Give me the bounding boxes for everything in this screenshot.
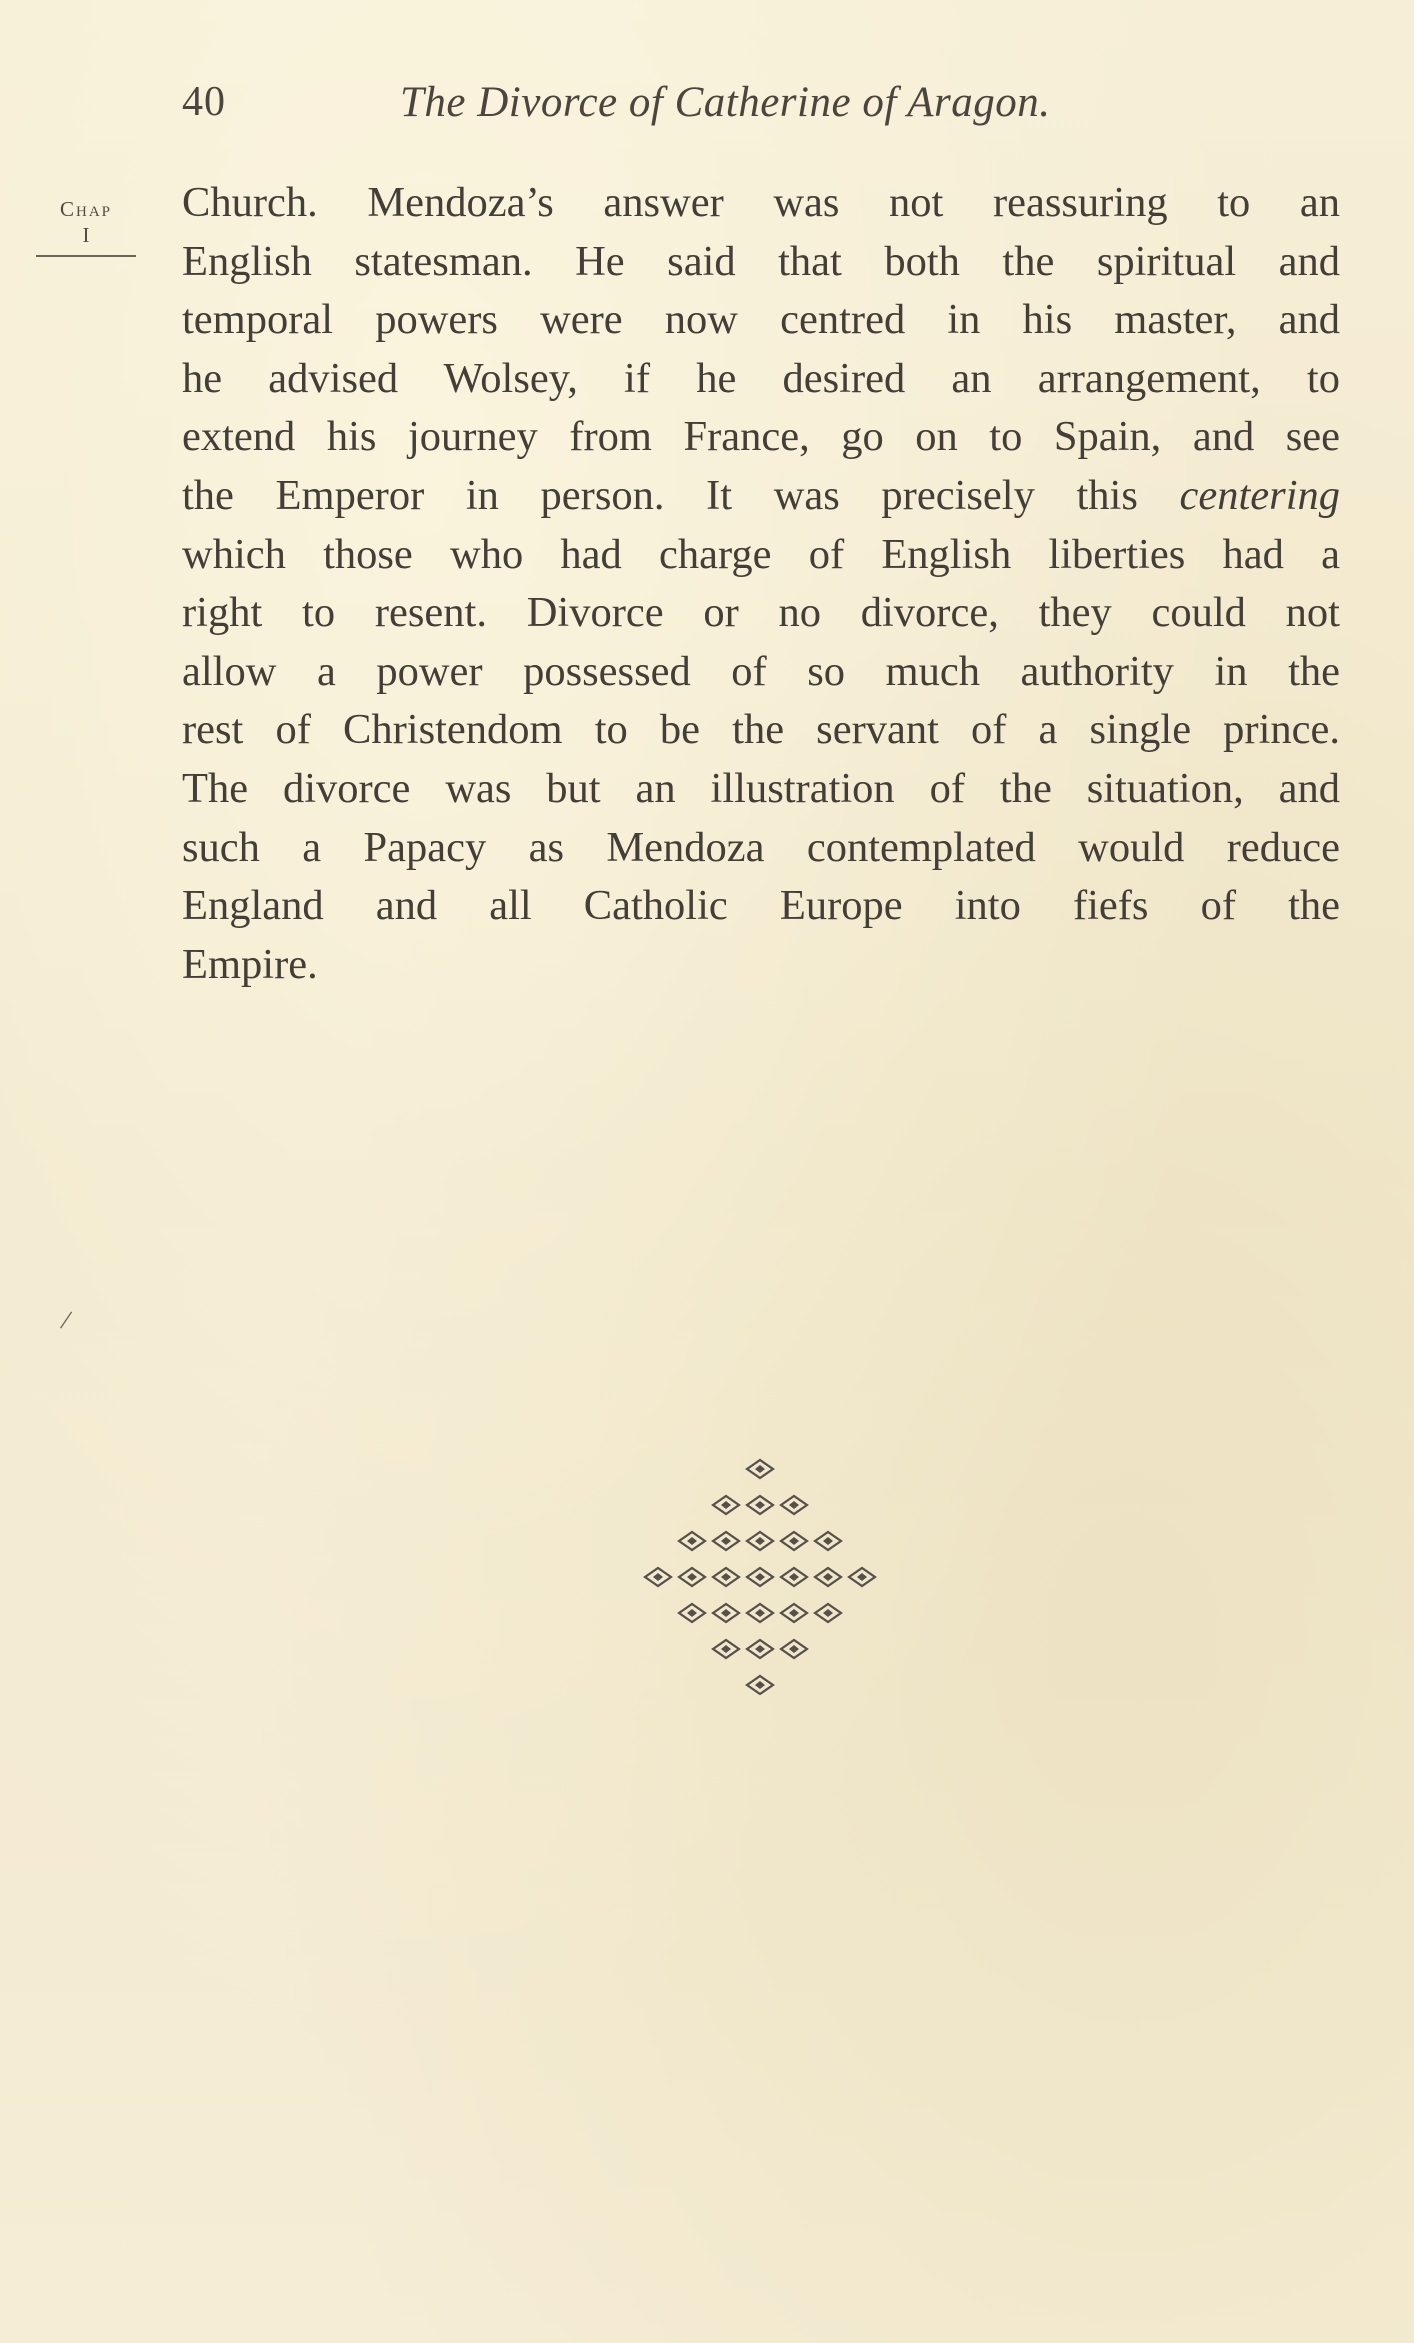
ornament-diamond [781, 1640, 807, 1658]
margin-rule [36, 255, 136, 257]
emphasis-word: centering [1179, 471, 1340, 519]
margin-chapter-number: I [82, 223, 90, 247]
text-line: extend his journey from France, go on to Spain, and see [182, 413, 1340, 461]
ornament-diamond [679, 1532, 705, 1550]
ornament-diamond [781, 1604, 807, 1622]
ornament-diamond [815, 1568, 841, 1586]
ornament-diamond [713, 1532, 739, 1550]
ornament-diamond [713, 1604, 739, 1622]
text-line: temporal powers were now centred in his master, and [182, 296, 1340, 344]
page-header [182, 78, 1342, 138]
ornament-diamond [815, 1532, 841, 1550]
text-line: Empire. [182, 940, 318, 988]
ornament-diamond [679, 1568, 705, 1586]
running-title: The Divorce of Catherine of Aragon. [400, 79, 1051, 126]
ornament-diamond [747, 1532, 773, 1550]
ornament-diamond [713, 1568, 739, 1586]
stray-ink-mark: / [58, 1304, 74, 1337]
text-line: Church. Mendoza’s answer was not reassuring to an [182, 179, 1340, 226]
text-line: rest of Christendom to be the servant of a single prince. [182, 706, 1340, 754]
page-number: 40 [182, 79, 226, 125]
text-line: he advised Wolsey, if he desired an arrangement, to [182, 354, 1340, 402]
text-line: which those who had charge of English liberties had a [182, 530, 1340, 578]
text-line-with-emphasis [182, 467, 1340, 526]
ornament-diamond [747, 1676, 773, 1694]
text-line: right to resent. Divorce or no divorce, they could not [182, 589, 1340, 637]
ornament-diamond [747, 1460, 773, 1478]
text-line: English statesman. He said that both the spiritual and [182, 237, 1340, 285]
ornament-diamond [645, 1568, 671, 1586]
ornament-diamond [781, 1568, 807, 1586]
chapter-margin-note [34, 197, 138, 257]
ornament-diamond [815, 1604, 841, 1622]
margin-chapter-label: Chap [59, 197, 112, 221]
ornament-diamond [679, 1604, 705, 1622]
text-line: such a Papacy as Mendoza contemplated would reduce [182, 823, 1340, 871]
text-line: The divorce was but an illustration of the situation, and [182, 764, 1340, 812]
ornament-diamond [747, 1496, 773, 1514]
ornament-diamond [747, 1640, 773, 1658]
decorative-ornament [640, 1455, 880, 1695]
text-line: allow a power possessed of so much authority in the [182, 647, 1340, 695]
ornament-diamond [713, 1496, 739, 1514]
text-line-start: the Emperor in person. It was precisely this [182, 471, 1138, 519]
ornament-diamond [781, 1532, 807, 1550]
ornament-diamond [747, 1604, 773, 1622]
ornament-diamond [849, 1568, 875, 1586]
ornament-diamond [713, 1640, 739, 1658]
text-line: England and all Catholic Europe into fiefs of the [182, 882, 1340, 930]
ornament-diamond [781, 1496, 807, 1514]
ornament-diamond [747, 1568, 773, 1586]
body-paragraph [182, 174, 1340, 994]
